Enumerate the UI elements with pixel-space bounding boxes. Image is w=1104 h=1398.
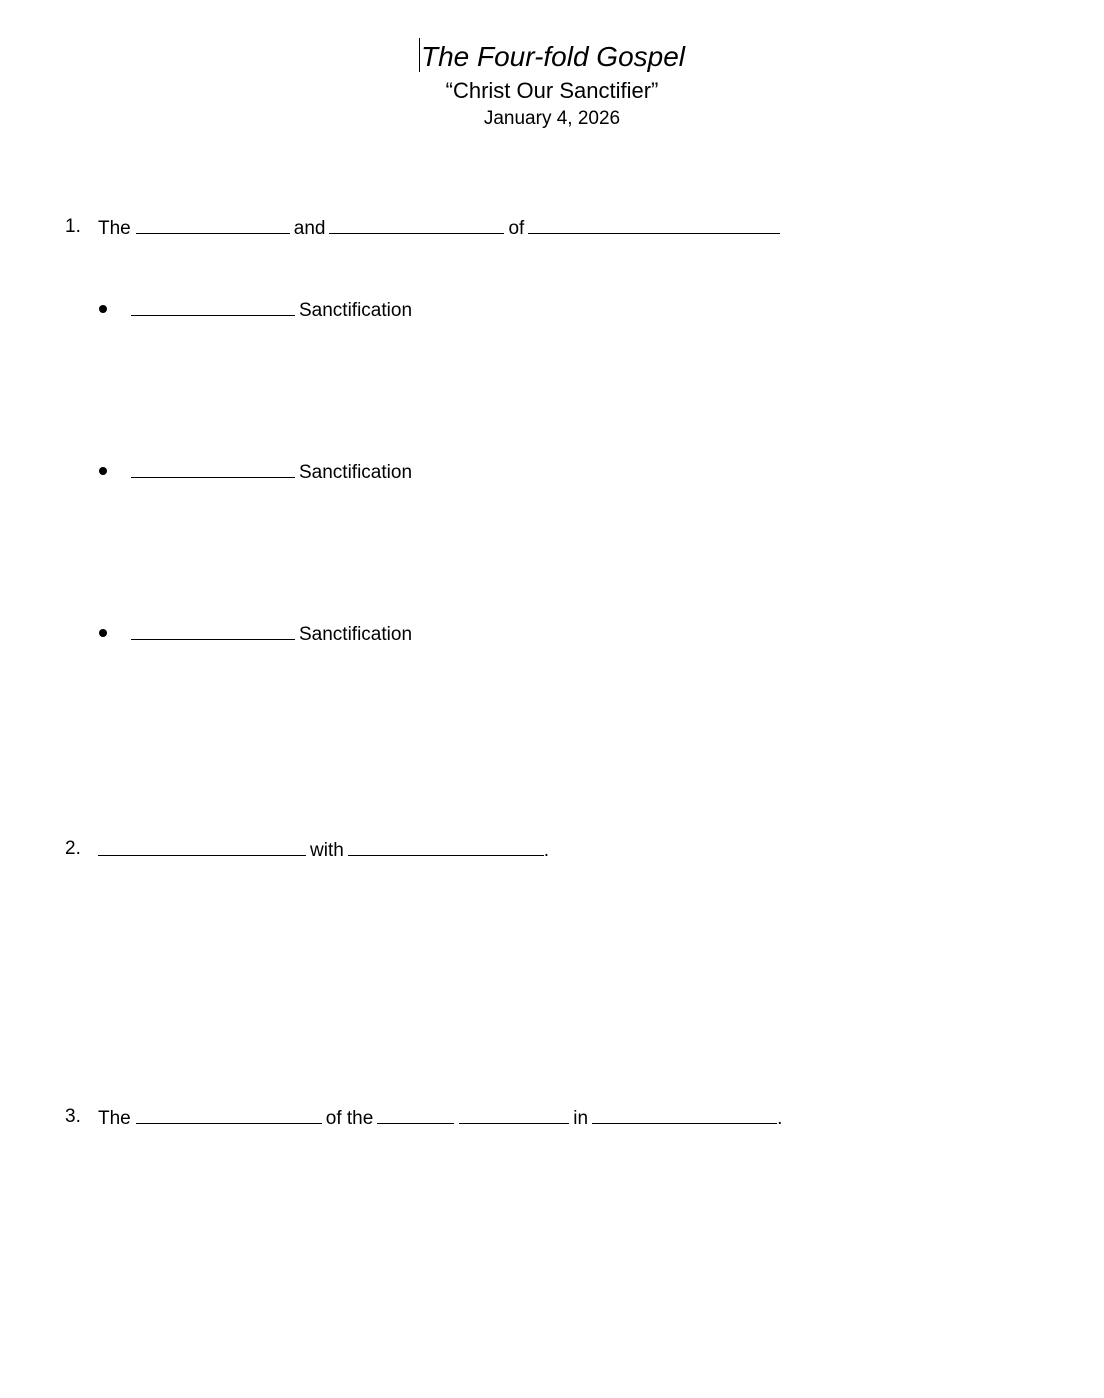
point-3-blank-2[interactable] bbox=[377, 1105, 454, 1124]
bullet-item-1 bbox=[131, 297, 416, 323]
point-1-word-of: of bbox=[508, 218, 525, 239]
point-3-blank-1[interactable] bbox=[136, 1105, 322, 1124]
document-title bbox=[0, 38, 1104, 75]
point-3-word-in: in bbox=[573, 1108, 589, 1129]
point-1-blank-2[interactable] bbox=[329, 215, 504, 234]
bullet-2-blank[interactable] bbox=[131, 459, 295, 478]
bullet-icon bbox=[99, 629, 107, 637]
point-2-end: . bbox=[543, 840, 550, 861]
point-1-line bbox=[98, 215, 780, 241]
point-3-word-the: The bbox=[98, 1108, 131, 1129]
bullet-icon bbox=[99, 305, 107, 313]
point-1-word-and: and bbox=[293, 218, 326, 239]
title-text: The Four-fold Gospel bbox=[420, 41, 686, 72]
bullet-1-label: Sanctification bbox=[299, 300, 413, 321]
sermon-subtitle: “Christ Our Sanctifier” bbox=[445, 78, 659, 103]
bullet-item-2 bbox=[131, 459, 416, 485]
point-3-line bbox=[98, 1105, 782, 1131]
bullet-3-label: Sanctification bbox=[299, 624, 413, 645]
point-2-line bbox=[98, 837, 549, 863]
bullet-icon bbox=[99, 467, 107, 475]
point-3-end: . bbox=[777, 1108, 783, 1129]
bullet-item-3 bbox=[131, 621, 416, 647]
bullet-3-blank[interactable] bbox=[131, 621, 295, 640]
point-3-blank-4[interactable] bbox=[592, 1105, 777, 1124]
point-1-number: 1. bbox=[65, 216, 81, 237]
point-1-blank-1[interactable] bbox=[136, 215, 290, 234]
point-2-blank-1[interactable] bbox=[98, 837, 306, 856]
point-1-word-the: The bbox=[98, 218, 131, 239]
point-2-number: 2. bbox=[65, 838, 81, 859]
bullet-1-blank[interactable] bbox=[131, 297, 295, 316]
bullet-2-label: Sanctification bbox=[299, 462, 413, 483]
point-3-number: 3. bbox=[65, 1106, 81, 1127]
point-3-blank-3[interactable] bbox=[459, 1105, 569, 1124]
point-2-word-with: with bbox=[310, 840, 344, 861]
text-cursor bbox=[419, 38, 420, 72]
point-3-word-of-the: of the bbox=[325, 1108, 374, 1129]
point-1-blank-3[interactable] bbox=[528, 215, 780, 234]
sermon-date: January 4, 2026 bbox=[483, 108, 621, 129]
point-2-blank-2[interactable] bbox=[348, 837, 544, 856]
